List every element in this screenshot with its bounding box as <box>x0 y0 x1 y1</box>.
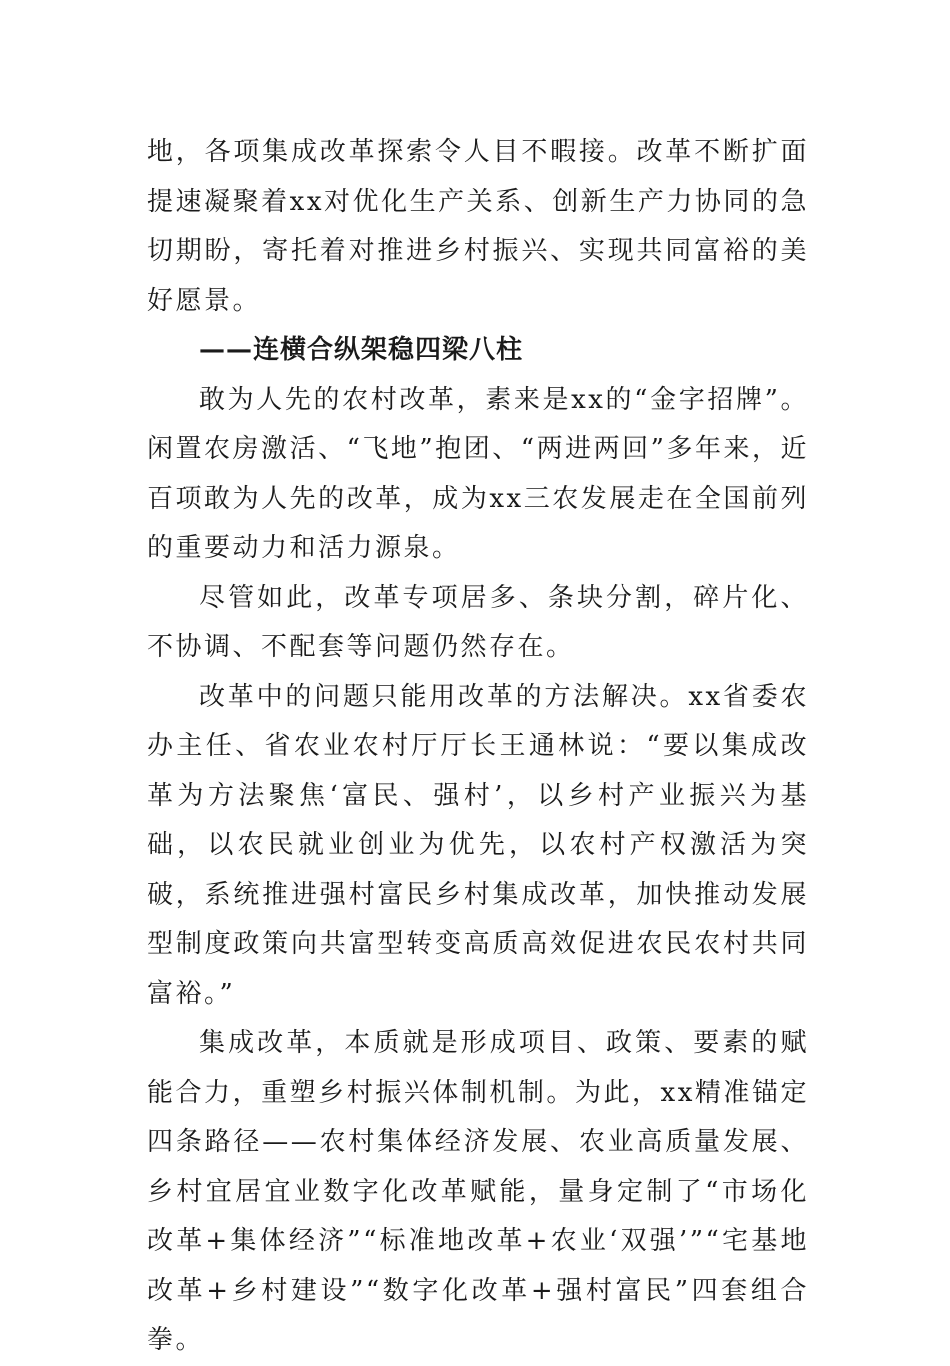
section-subheading: ——连横合纵架稳四梁八柱 <box>199 335 524 365</box>
document-body <box>147 128 809 1366</box>
paragraph-remaining-issues: 尽管如此，改革专项居多、条块分割，碎片化、不协调、不配套等问题仍然存在。 <box>147 582 809 662</box>
paragraph-continuation: 地，各项集成改革探索令人目不暇接。改革不断扩面提速凝聚着xx对优化生产关系、创新生产力协同的急切期盼，寄托着对推进乡村振兴、实现共同富裕的美好愿景。 <box>147 137 809 316</box>
paragraph-golden-signboard: 敢为人先的农村改革，素来是xx的“金字招牌”。闲置农房激活、“飞地”抱团、“两进两回”多年来，近百项敢为人先的改革，成为xx三农发展走在全国前列的重要动力和活力源泉。 <box>147 384 809 563</box>
paragraph-four-paths: 集成改革，本质就是形成项目、政策、要素的赋能合力，重塑乡村振兴体制机制。为此，xx精准锚定四条路径——农村集体经济发展、农业高质量发展、乡村宜居宜业数字化改革赋能，量身定制了“市场化改革+集体经济”“标准地改革+农业‘双强’”“宅基地改革+乡村建设”“数字化改革+强村富民”四套组合拳。 <box>147 1028 809 1355</box>
paragraph-official-quote: 改革中的问题只能用改革的方法解决。xx省委农办主任、省农业农村厅厅长王通林说：“要以集成改革为方法聚焦‘富民、强村’，以乡村产业振兴为基础，以农民就业创业为优先，以农村产权激活为突破，系统推进强村富民乡村集成改革，加快推动发展型制度政策向共富型转变高质高效促进农民农村共同富裕。” <box>147 681 809 1009</box>
